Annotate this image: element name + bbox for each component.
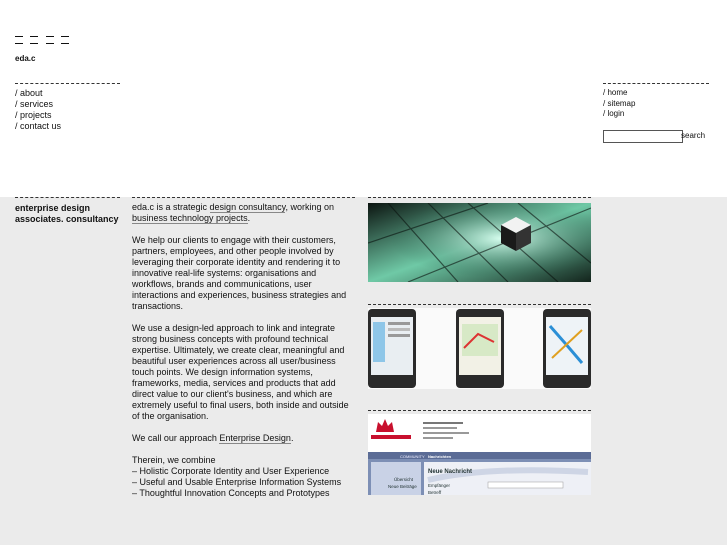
search-input[interactable] [603, 130, 683, 143]
intro-text-c: . [247, 213, 251, 223]
content-divider [132, 197, 355, 198]
business-technology-link[interactable]: business technology projects [132, 213, 248, 223]
enterprise-design-paragraph [132, 433, 350, 444]
nav-item-contact[interactable]: / contact us [15, 121, 62, 131]
meta-nav-divider [603, 83, 709, 84]
tagline-divider [15, 197, 120, 198]
phones-illustration [368, 308, 591, 389]
intro-text-b: , working on [285, 202, 334, 212]
meta-nav [603, 88, 635, 120]
hamburg-label-subject: Betreff [428, 490, 442, 495]
main-nav [15, 88, 61, 132]
meta-nav-login[interactable]: / login [603, 109, 625, 118]
hamburg-heading: Neue Nachricht [428, 469, 473, 475]
tagline-line-2: associates. consultancy [15, 214, 119, 224]
design-consultancy-link[interactable]: design consultancy [209, 202, 286, 212]
intro-paragraph [132, 202, 350, 224]
intro-text [132, 202, 350, 499]
nav-divider [15, 83, 120, 84]
hamburg-label-to: Empfänger [428, 483, 451, 488]
combine-item-3: – Thoughtful Innovation Concepts and Prototypes [132, 488, 330, 498]
enterprise-design-link[interactable]: Enterprise Design [219, 433, 291, 443]
clients-paragraph: We help our clients to engage with their customers, partners, employees, and other people involved by leveraging their corporate identity and rendering it to innovative real-life systems: organisations and workflows, brands and communications, user interactions and experiences, business strategies and transactions. [132, 235, 347, 311]
combine-item-1: – Holistic Corporate Identity and User Experience [132, 466, 330, 476]
enterprise-text-b: . [290, 433, 294, 443]
search-button[interactable]: search [681, 131, 706, 140]
hamburg-tab-community: COMMUNITY [400, 454, 425, 459]
hamburg-tab-nachrichten: Nachrichten [428, 454, 452, 459]
combine-item-2: – Useful and Usable Enterprise Information Systems [132, 477, 342, 487]
project-image-hamburg[interactable] [368, 414, 591, 495]
project-image-phones[interactable] [368, 308, 591, 389]
hamburg-menu-1: Übersicht [394, 477, 414, 482]
nav-item-about[interactable]: / about [15, 88, 43, 98]
logo-mark-icon[interactable] [15, 36, 69, 44]
tagline-line-1: enterprise design [15, 203, 91, 213]
tagline [15, 203, 119, 225]
image-divider-1 [368, 197, 591, 198]
combine-intro: Therein, we combine [132, 455, 216, 465]
approach-paragraph: We use a design-led approach to link and integrate strong business concepts with profound technical expertise. Ultimately, we create clear, meaningful and beautiful user experiences across all user/business touch points. We design information systems, frameworks, media, services and products that add direct value to our client's business, and which are extremely useful to final users, both inside and outside of the organisation. [132, 323, 349, 421]
cube-illustration [368, 203, 591, 282]
enterprise-text-a: We call our approach [132, 433, 220, 443]
meta-nav-sitemap[interactable]: / sitemap [603, 98, 636, 108]
image-divider-3 [368, 410, 591, 411]
nav-item-projects[interactable]: / projects [15, 110, 52, 120]
nav-item-services[interactable]: / services [15, 99, 54, 109]
meta-nav-home[interactable]: / home [603, 88, 628, 97]
hamburg-menu-2: Neue Beiträge [388, 484, 417, 489]
project-image-cube[interactable] [368, 203, 591, 282]
site-name[interactable]: eda.c [15, 54, 36, 63]
image-divider-2 [368, 304, 591, 305]
intro-text-a: eda.c is a strategic [132, 202, 210, 212]
